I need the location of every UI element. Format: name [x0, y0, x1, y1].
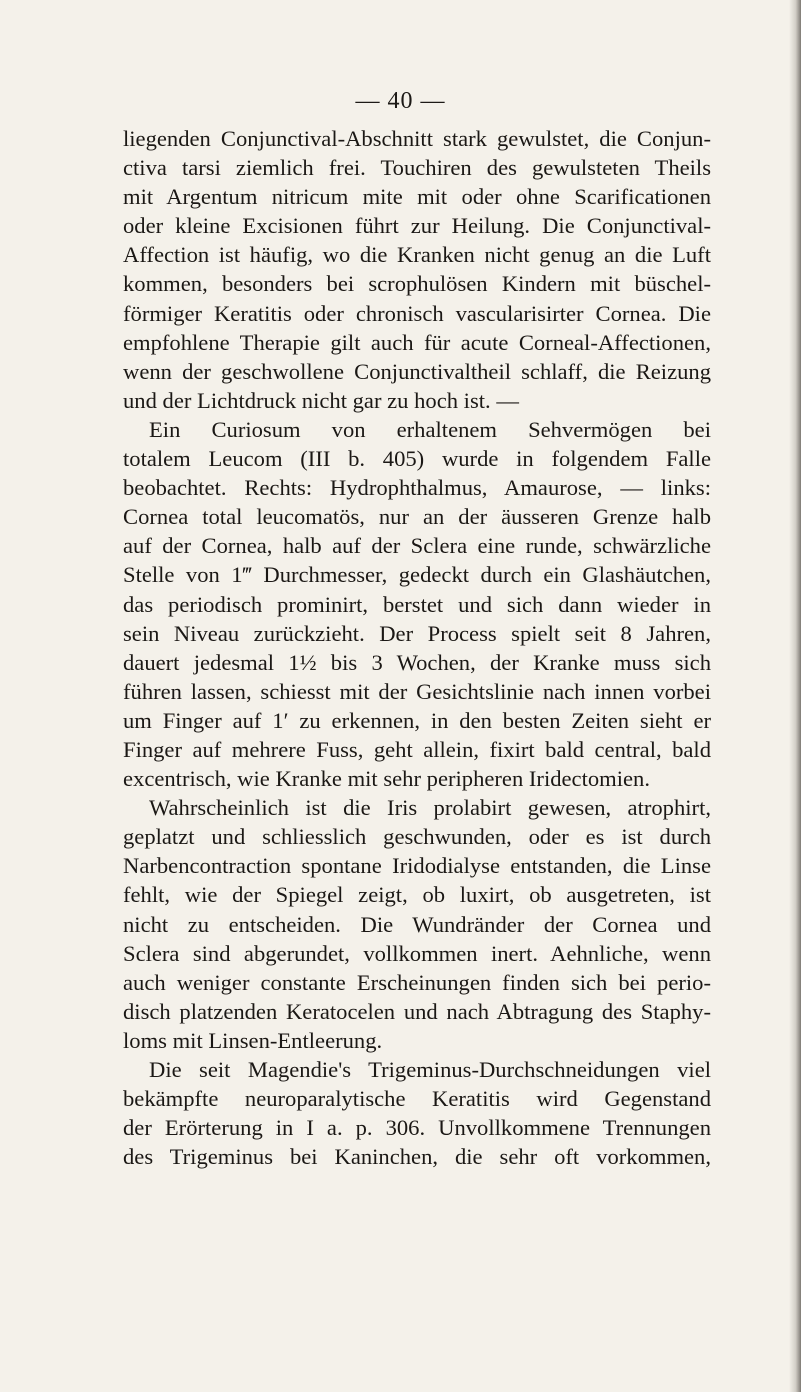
text-line: sein Niveau zurückzieht. Der Process spielt seit 8 Jahren, [123, 620, 711, 646]
text-line: auf der Cornea, halb auf der Sclera eine runde, schwärzliche [123, 533, 711, 559]
text-line: kommen, besonders bei scrophulösen Kindern mit büschel- [123, 271, 711, 297]
text-line: dauert jedesmal 1½ bis 3 Wochen, der Kranke muss sich [123, 649, 711, 675]
text-line: nicht zu entscheiden. Die Wundränder der Cornea und [123, 911, 711, 937]
text-line: ctiva tarsi ziemlich frei. Touchiren des gewulsteten Theils [123, 155, 711, 181]
text-line: des Trigeminus bei Kaninchen, die sehr oft vorkommen, [123, 1144, 711, 1170]
text-line: Narbencontraction spontane Iridodialyse entstanden, die Linse [123, 853, 711, 879]
text-line: oder kleine Excisionen führt zur Heilung. Die Conjunctival- [123, 213, 711, 239]
text-line: wenn der geschwollene Conjunctivaltheil schlaff, die Reizung [123, 358, 711, 384]
text-line: loms mit Linsen-Entleerung. [123, 1027, 383, 1053]
text-line: totalem Leucom (III b. 405) wurde in folgendem Falle [123, 446, 711, 472]
text-line: Die seit Magendie's Trigeminus-Durchschneidungen viel [149, 1057, 711, 1082]
text-line: mit Argentum nitricum mite mit oder ohne Scarificationen [123, 184, 711, 210]
text-line: auch weniger constante Erscheinungen finden sich bei perio- [123, 969, 711, 995]
text-line: Stelle von 1‴ Durchmesser, gedeckt durch ein Glashäutchen, [123, 562, 711, 588]
text-line: Cornea total leucomatös, nur an der äusseren Grenze halb [123, 504, 711, 530]
text-line: führen lassen, schiesst mit der Gesichtslinie nach innen vorbei [123, 678, 711, 704]
text-line: Affection ist häufig, wo die Kranken nicht genug an die Luft [123, 242, 711, 268]
text-line: fehlt, wie der Spiegel zeigt, ob luxirt, ob ausgetreten, ist [123, 882, 711, 908]
text-line: und der Lichtdruck nicht gar zu hoch ist. — [123, 387, 519, 413]
text-line: um Finger auf 1′ zu erkennen, in den besten Zeiten sieht er [123, 707, 711, 733]
text-line: disch platzenden Keratocelen und nach Abtragung des Staphy- [123, 998, 711, 1024]
text-line: excentrisch, wie Kranke mit sehr peripheren Iridectomien. [123, 766, 650, 792]
text-line: Sclera sind abgerundet, vollkommen inert. Aehnliche, wenn [123, 940, 711, 966]
text-line: Wahrscheinlich ist die Iris prolabirt gewesen, atrophirt, [149, 795, 711, 821]
body-text [123, 124, 711, 1171]
text-line: bekämpfte neuroparalytische Keratitis wird Gegenstand [123, 1086, 711, 1112]
text-line: empfohlene Therapie gilt auch für acute Corneal-Affectionen, [123, 329, 711, 355]
text-line: Finger auf mehrere Fuss, geht allein, fixirt bald central, bald [123, 736, 711, 762]
text-line: beobachtet. Rechts: Hydrophthalmus, Amaurose, — links: [123, 475, 711, 501]
text-line: liegenden Conjunctival-Abschnitt stark gewulstet, die Conjun- [123, 126, 711, 151]
text-line: das periodisch prominirt, berstet und sich dann wieder in [123, 591, 711, 617]
text-line: förmiger Keratitis oder chronisch vascularisirter Cornea. Die [123, 300, 711, 326]
text-line: geplatzt und schliesslich geschwunden, oder es ist durch [123, 824, 711, 850]
text-line: Ein Curiosum von erhaltenem Sehvermögen bei [149, 416, 711, 442]
page-edge-shadow [789, 0, 801, 1392]
page-number-header: — 40 — [355, 88, 446, 114]
text-line: der Erörterung in I a. p. 306. Unvollkommene Trennungen [123, 1115, 711, 1141]
